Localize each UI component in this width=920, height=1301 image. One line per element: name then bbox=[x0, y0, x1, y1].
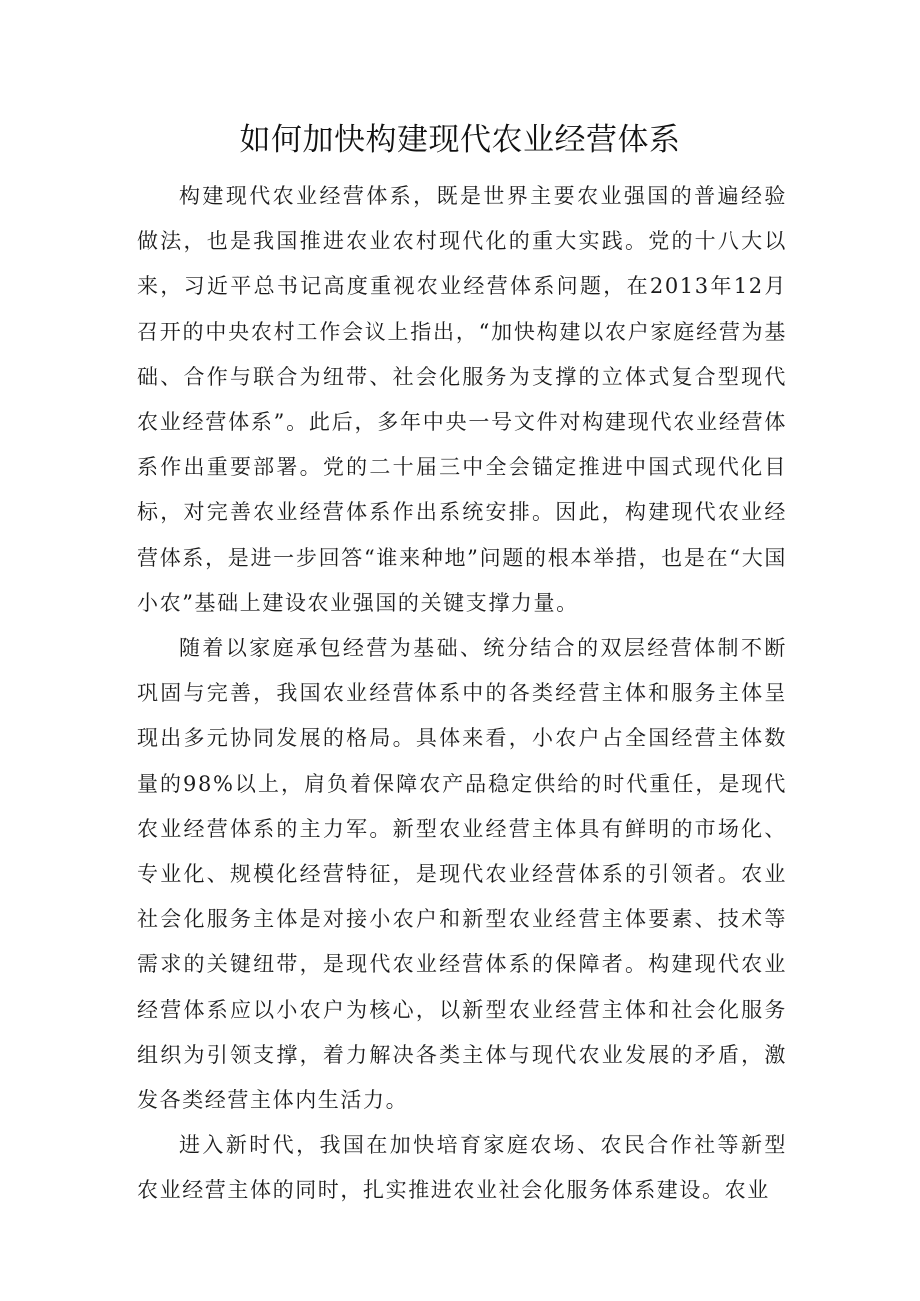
document-body bbox=[137, 174, 787, 1214]
paragraph-1: 构建现代农业经营体系，既是世界主要农业强国的普遍经验做法，也是我国推进农业农村现代化的重大实践。党的十八大以来，习近平总书记高度重视农业经营体系问题，在2013年12月召开的中央农村工作会议上指出，“加快构建以农户家庭经营为基础、合作与联合为纽带、社会化服务为支撑的立体式复合型现代农业经营体系”。此后，多年中央一号文件对构建现代农业经营体系作出重要部署。党的二十届三中全会锚定推进中国式现代化目标，对完善农业经营体系作出系统安排。因此，构建现代农业经营体系，是进一步回答“谁来种地”问题的根本举措，也是在“大国小农”基础上建设农业强国的关键支撑力量。 bbox=[137, 184, 787, 615]
paragraph-3: 进入新时代，我国在加快培育家庭农场、农民合作社等新型农业经营主体的同时，扎实推进农业社会化服务体系建设。农业 bbox=[137, 1133, 787, 1203]
paragraph-2: 随着以家庭承包经营为基础、统分结合的双层经营体制不断巩固与完善，我国农业经营体系中的各类经营主体和服务主体呈现出多元协同发展的格局。具体来看，小农户占全国经营主体数量的98%以上，肩负着保障农产品稳定供给的时代重任，是现代农业经营体系的主力军。新型农业经营主体具有鲜明的市场化、专业化、规模化经营特征，是现代农业经营体系的引领者。农业社会化服务主体是对接小农户和新型农业经营主体要素、技术等需求的关键纽带，是现代农业经营体系的保障者。构建现代农业经营体系应以小农户为核心，以新型农业经营主体和社会化服务组织为引领支撑，着力解决各类主体与现代农业发展的矛盾，激发各类经营主体内生活力。 bbox=[137, 636, 787, 1113]
document-title: 如何加快构建现代农业经营体系 bbox=[239, 122, 681, 158]
